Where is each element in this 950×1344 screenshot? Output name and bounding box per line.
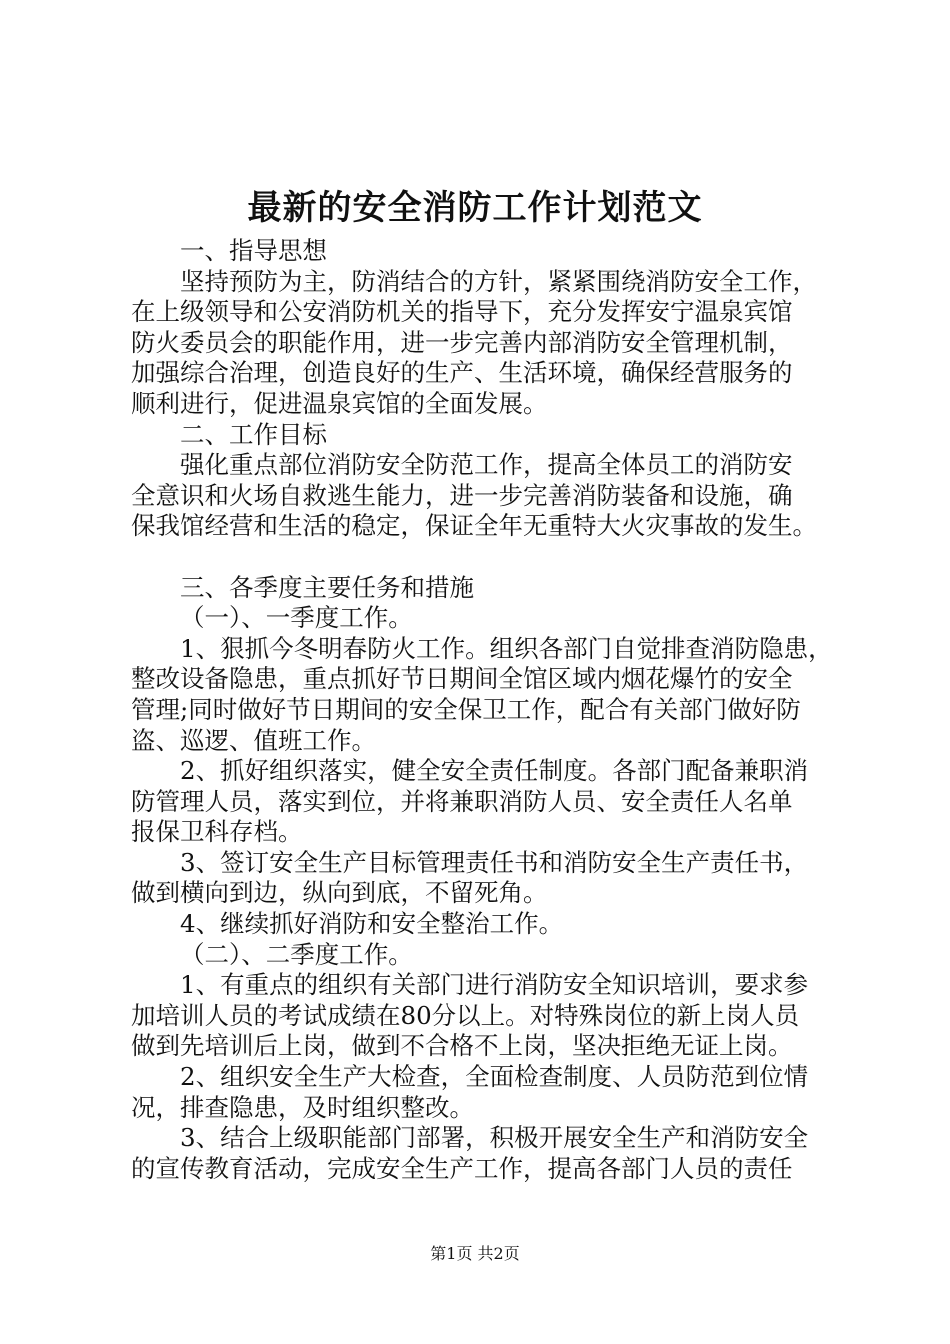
paragraph-line: 2、组织安全生产大检查，全面检查制度、人员防范到位情 bbox=[180, 1062, 809, 1092]
paragraph-line: 全意识和火场自救逃生能力，进一步完善消防装备和设施，确 bbox=[131, 480, 793, 510]
document-body bbox=[131, 236, 831, 1184]
paragraph-line: 盗、巡逻、值班工作。 bbox=[131, 725, 376, 755]
paragraph-line: 强化重点部位消防安全防范工作，提高全体员工的消防安 bbox=[180, 450, 793, 480]
paragraph-line: 做到横向到边，纵向到底，不留死角。 bbox=[131, 878, 548, 908]
section-heading: 一、指导思想 bbox=[180, 236, 327, 265]
paragraph-line: 报保卫科存档。 bbox=[131, 817, 303, 847]
paragraph-line: 1、狠抓今冬明春防火工作。组织各部门自觉排查消防隐患， bbox=[180, 633, 833, 663]
paragraph-line: 顺利进行，促进温泉宾馆的全面发展。 bbox=[131, 388, 548, 418]
paragraph-line: 况，排查隐患，及时组织整改。 bbox=[131, 1092, 474, 1122]
paragraph-line: 2、抓好组织落实，健全安全责任制度。各部门配备兼职消 bbox=[180, 756, 809, 786]
paragraph-line: 保我馆经营和生活的稳定，保证全年无重特大火灾事故的发生。 bbox=[131, 511, 817, 541]
paragraph-line: 加强综合治理，创造良好的生产、生活环境，确保经营服务的 bbox=[131, 358, 793, 388]
paragraph-line: 加培训人员的考试成绩在80分以上。对特殊岗位的新上岗人员 bbox=[131, 1000, 800, 1030]
subsection-heading: （二）、二季度工作。 bbox=[180, 939, 413, 969]
paragraph-line: 防管理人员，落实到位，并将兼职消防人员、安全责任人名单 bbox=[131, 786, 793, 816]
paragraph-line: 在上级领导和公安消防机关的指导下，充分发挥安宁温泉宾馆 bbox=[131, 297, 793, 327]
document-title: 最新的安全消防工作计划范文 bbox=[247, 188, 703, 228]
paragraph-line: 整改设备隐患，重点抓好节日期间全馆区域内烟花爆竹的安全 bbox=[131, 664, 793, 694]
subsection-heading: （一）、一季度工作。 bbox=[180, 603, 413, 633]
paragraph-line: 防火委员会的职能作用，进一步完善内部消防安全管理机制， bbox=[131, 327, 793, 357]
page-number-footer: 第1页 共2页 bbox=[430, 1244, 520, 1263]
paragraph-line: 管理;同时做好节日期间的安全保卫工作，配合有关部门做好防 bbox=[131, 694, 801, 724]
paragraph-line: 坚持预防为主，防消结合的方针，紧紧围绕消防安全工作， bbox=[180, 266, 817, 296]
section-heading: 二、工作目标 bbox=[180, 419, 327, 449]
paragraph-line: 做到先培训后上岗，做到不合格不上岗，坚决拒绝无证上岗。 bbox=[131, 1031, 793, 1061]
paragraph-line: 4、继续抓好消防和安全整治工作。 bbox=[180, 909, 564, 939]
paragraph-line: 3、结合上级职能部门部署，积极开展安全生产和消防安全 bbox=[180, 1123, 809, 1153]
paragraph-line: 1、有重点的组织有关部门进行消防安全知识培训，要求参 bbox=[180, 970, 809, 1000]
section-heading: 三、各季度主要任务和措施 bbox=[180, 572, 474, 602]
paragraph-line: 的宣传教育活动，完成安全生产工作，提高各部门人员的责任 bbox=[131, 1153, 793, 1183]
paragraph-line: 3、签订安全生产目标管理责任书和消防安全生产责任书， bbox=[180, 847, 809, 877]
blank-line bbox=[131, 542, 831, 573]
